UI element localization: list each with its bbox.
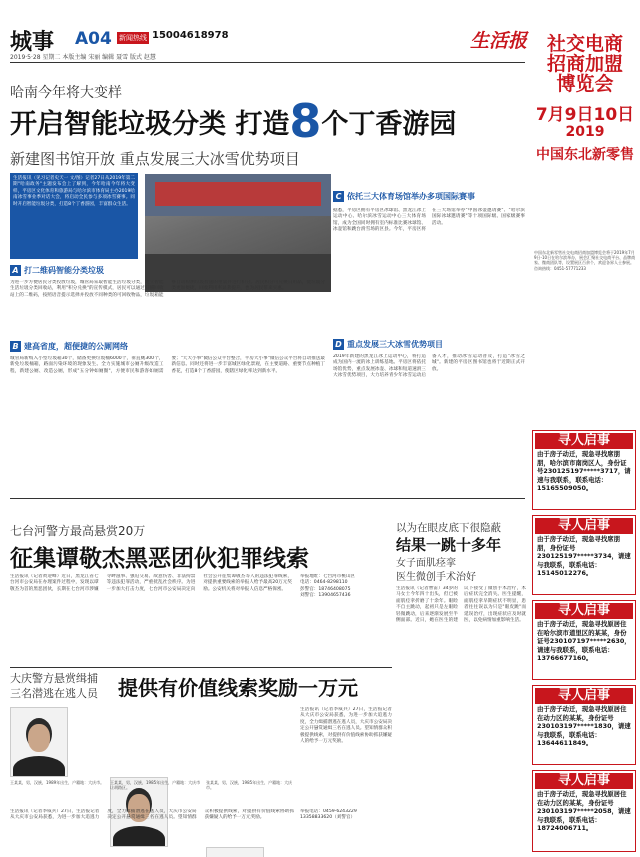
story4-hotline-2: 13358833620（刘警官） xyxy=(300,815,356,821)
story4-kicker-2: 三名潜逃在逃人员 xyxy=(10,687,98,700)
section-d-text: 2019年新建的黑龙江冰上运动中心，将打造成为国内一流的冰上训练基地。平房区将依托场馆优势，重点发展冰壶、冰球和短道速滑三大冰雪优势项目，大力培养青少年冰雪运动后备人才，推动冰雪运动普及，打造"冰雪之城"。新建的平房区图书馆也将于近期正式开放。 xyxy=(333,354,525,379)
section-b-header: B 建高省度，超便捷的公厕网络 xyxy=(10,340,200,352)
ad-char-6: 商 xyxy=(565,53,585,75)
story2-phone-1: 电话：0464-8298110 xyxy=(300,580,348,586)
story4-hotline xyxy=(300,809,392,855)
story4-headline: 提供有价值线索奖励一万元 xyxy=(118,676,358,700)
classified-5 xyxy=(532,770,636,852)
classified-3-title: 寻人启事 xyxy=(535,603,633,619)
ad-char-7: 加 xyxy=(585,53,605,75)
story2-phone-3: 刘警官：13904657436 xyxy=(300,593,351,599)
story-facial-spasm xyxy=(396,502,526,857)
story2-hotline xyxy=(300,574,392,654)
section-d-header: D 重点发展三大冰雪优势项目 xyxy=(333,338,525,350)
lead-bottom-rule xyxy=(10,498,525,499)
classified-4 xyxy=(532,685,636,765)
story-qitaihe xyxy=(10,502,392,665)
suspect-photo-1 xyxy=(10,707,68,777)
section-c-text: 据悉，平房区拥有平房区冰球馆、黑龙江冰上运动中心、哈尔滨冰雪运动中心三大体育场馆，成为全国同时拥有室内标准比赛冰球馆、冰壶馆和跳台滑雪场的区县。今年，平房区将在三大场馆举办"中国冰壶邀请赛"、"哈尔滨国际冰球邀请赛"等十项国际级、国家级赛事活动。 xyxy=(333,208,525,233)
section-c-header: C 依托三大体育场馆举办多项国际赛事 xyxy=(333,190,525,202)
masthead-rule xyxy=(10,62,525,63)
headline-pre: 开启智能垃圾分类 打造 xyxy=(10,108,290,140)
hotline-label: 新闻热线 xyxy=(119,34,147,42)
story-daqing xyxy=(10,667,392,857)
suspect-caption-1: 王某某，男，汉族，1989年出生，户籍地：大庆市。 xyxy=(10,780,105,785)
conference-photo xyxy=(145,174,331,292)
story3-headline: 结果一跳十多年 xyxy=(396,536,502,554)
story3-text: 生活报讯（记者曹雷）34岁的马女士今年四十出头，但已被面肌痉挛折磨了十余年。眼睑不自主跳动，起初只是左眼睑轻微跳动，后来逐渐发展至半侧面部。近日，她在医生的建议下接受了微创手术治疗，术后症状完全消失。医生提醒，面肌痉挛早期症状不明显，患者往往误以为只是"眼皮跳"而延误治疗，出现症状应及时就医，以免病情加重影响生活。 xyxy=(396,586,526,624)
lead-story xyxy=(10,68,525,502)
ad-char-10: 览 xyxy=(575,73,595,95)
ad-char-2: 交 xyxy=(565,33,585,55)
story2-text: 生活报讯（记者黄迎峰）近日，黑龙江省七台河市公安局在办理案件过程中，发现以谭敬杰为首的黑恶团伙，长期在七台河市涉嫌寻衅滋事、强迫交易、故意伤害、非法拘禁等违法犯罪活动，严重扰乱社会秩序。为进一步加大打击力度，七台河市公安局决定向社会公开征集谭敬杰等人的违法犯罪线索，对提供重要线索的举报人给予最高20万元奖励。公安机关将对举报人信息严格保密。 xyxy=(10,574,292,592)
classified-2-text: 由于房子动迁，现急寻找席朋朋，身份证号230125197*****3734，请速与我联系，联系电话：15145012276。 xyxy=(537,535,631,578)
story3-sub2: 医生微创手术治好 xyxy=(396,572,476,583)
section-title: 城事 xyxy=(10,29,55,55)
ad-char-9: 博 xyxy=(556,73,576,95)
page-code: A04 xyxy=(75,29,112,49)
ad-char-8: 盟 xyxy=(604,53,624,75)
date-line: 2019·5·28 星期二 本版主编 宋丽 编辑 聂雪 版式 赵慧 xyxy=(10,54,156,61)
ad-date: 7月9日10日 xyxy=(535,105,635,125)
section-b-text: 城管局新购入小型垃圾箱30个，储备更换垃圾桶6000个，垂直厕300个，新免垃圾桶箱，路面污染环境的现象发生。全力实施城市公厕升级改造工程，新建公厕、改造公厕，形成"五分钟如厕圈"，方便市民和游客如厕需要；"天大小事"微信公众平台整合，平房大小事"微信公众平台将自动推送最新信息。同时还将进一步丰富城区绿化景观，在主要道路、重要节点种植丁香花，打造8个丁香游园，使辖区绿化率达到新水平。 xyxy=(10,356,325,374)
classified-3 xyxy=(532,600,636,680)
lead-subhead: 新建图书馆开放 重点发展三大冰雪优势项目 xyxy=(10,150,300,168)
story4-side-text: 生活报讯（记者李威兵）27日，生活报记者从大庆市公安局获悉，为进一步加大追逃力度，全力缉捕潜逃在逃人员，大庆市公安局决定公开悬赏通缉三名在逃人员。望知情群众积极提供线索，对提供有价值线索协助抓获嫌疑人的给予一万元奖励。 xyxy=(300,707,392,745)
hotline-number: 15004618978 xyxy=(152,30,229,41)
classified-5-title: 寻人启事 xyxy=(535,773,633,789)
classified-2 xyxy=(532,515,636,595)
classified-2-title: 寻人启事 xyxy=(535,518,633,534)
classified-1-text: 由于房子动迁，现急寻找席朋朋，哈尔滨市南岗区人，身份证号230125197*****3717，请速与我联系，联系电话：15165509050。 xyxy=(537,450,631,493)
ecommerce-ad xyxy=(530,0,640,420)
story4-hotline-label: 举报电话：0459-6243229 xyxy=(300,809,357,814)
suspect-caption-2: 王某某，男，汉族，1985年出生，户籍地：大庆市让胡路区。 xyxy=(110,780,201,791)
brand-logo: 生活报 xyxy=(470,30,528,52)
story3-kicker: 以为在眼皮底下很隐蔽 xyxy=(396,522,501,534)
ad-char-4: 商 xyxy=(604,33,624,55)
section-a-text: 为进一步方便居民分类投放垃圾，城管局采取智能生活垃圾分类，建立智能生活垃圾分类回收站，利用"积分兑换"的宣传模式，居民可以通过扫描回收站上的二维码，按照语音提示选择并投放不同种类的可回收物品，垃圾箱能够自动检测垃圾投递的重量并进行积分。居民积分可兑换日用品，使垃圾分类更加便捷，回收利用率显著提升，也为居民带来实惠。 xyxy=(10,280,325,298)
classified-1 xyxy=(532,430,636,510)
ad-body: 中国东北新零售社交电商招商加盟博览会将于2019年7月9日-10日在哈尔滨举办，展会汇聚社交电商平台、品牌商家、微商团队等，设置展区百余个，欢迎各界人士参展。咨询热线：0451-57771233 xyxy=(534,250,636,271)
classified-4-text: 由于房子动迁，现急寻找原居住在动力区的某某，身份证号230103197*****1830，请速与我联系，联系电话：13644611849。 xyxy=(537,705,631,748)
ad-year: 2019 xyxy=(565,124,605,140)
story2-kicker: 七台河警方最高悬赏20万 xyxy=(10,524,146,538)
ad-char-5: 招 xyxy=(546,53,566,75)
headline-post: 个丁香游园 xyxy=(321,108,457,140)
story2-headline: 征集谭敬杰黑恶团伙犯罪线索 xyxy=(10,546,309,572)
classified-3-text: 由于房子动迁，现急寻找原居住在哈尔滨市道里区的某某，身份证号230107197*****2630，请速与我联系，联系电话：13766677160。 xyxy=(537,620,631,663)
story4-top-rule xyxy=(10,667,392,668)
lead-kicker: 哈南今年将大变样 xyxy=(10,85,122,101)
classifieds-column xyxy=(530,425,640,857)
ad-char-1: 社 xyxy=(546,33,566,55)
section-a-header: A 打二维码智能分类垃圾 xyxy=(10,264,138,276)
ad-char-11: 会 xyxy=(594,73,614,95)
ad-char-3: 电 xyxy=(585,33,605,55)
classified-4-title: 寻人启事 xyxy=(535,688,633,704)
story2-phone-2: 彭警官：18746408075 xyxy=(300,586,351,592)
story3-sub1: 女子面肌痉挛 xyxy=(396,558,456,569)
story4-text: 生活报讯（记者李威兵）27日，生活报记者从大庆市公安局获悉，为进一步加大追逃力度，全力缉捕潜逃在逃人员，大庆市公安局决定公开悬赏通缉三名在逃人员。望知情群众积极提供线索，对提供有价值线索协助抓获嫌疑人的给予一万元奖励。 xyxy=(10,809,294,821)
story2-hotline-label: 举报地址：七台河市桃山区 xyxy=(300,574,356,579)
lead-headline xyxy=(10,94,525,148)
ad-event: 中国东北新零售 xyxy=(536,147,634,163)
classified-5-text: 由于房子动迁，现急寻找原居住在动力区的某某，身份证号230103197*****2058，请速与我联系，联系电话：18724006711。 xyxy=(537,790,631,833)
headline-num: 8 xyxy=(289,94,322,148)
classified-1-title: 寻人启事 xyxy=(535,433,633,449)
suspect-caption-3: 张某某，男，汉族，1985年出生，户籍地：大庆市。 xyxy=(206,780,293,791)
ad-title-vertical xyxy=(530,34,640,94)
story4-kicker-1: 大庆警方悬赏缉捕 xyxy=(10,672,98,685)
lead-summary: 生活报讯（见习记者史天一 文/图）记者27日从2019年第二期"哈南政务"主题发布会上了解到，今年哈南今年将大变样，平房区文化体育和旅游局与哈尔滨市体育局主办2019哈南冰雪事业季对话大会，将启动全民参与多项冰雪赛事。同时开启智能垃圾分类，打造8个丁香游园，丰富群众生活。 xyxy=(10,173,138,259)
